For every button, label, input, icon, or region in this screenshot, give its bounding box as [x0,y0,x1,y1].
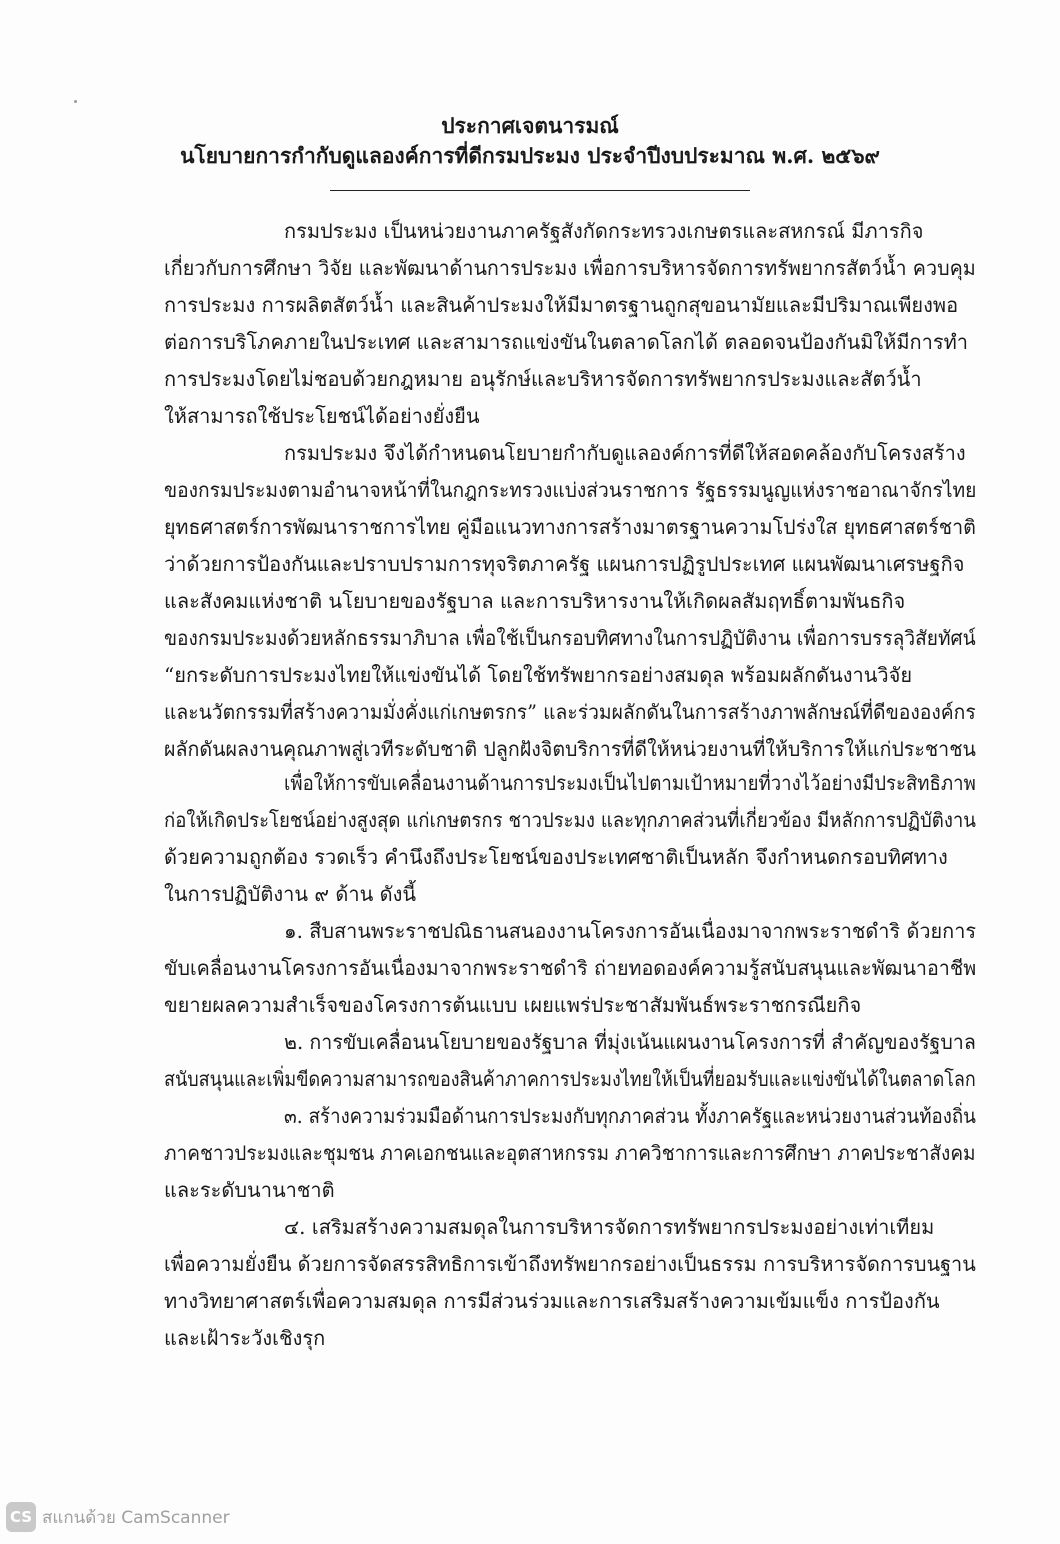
body-line: ของกรมประมงตามอำนาจหน้าที่ในกฎกระทรวงแบ่งส่วนราชการ รัฐธรรมนูญแห่งราชอาณาจักรไทย [164,478,977,502]
body-line: กรมประมง เป็นหน่วยงานภาครัฐสังกัดกระทรวงเกษตรและสหกรณ์ มีภารกิจ [284,219,924,243]
body-line: การประมงโดยไม่ชอบด้วยกฎหมาย อนุรักษ์และบริหารจัดการทรัพยากรประมงและสัตว์น้ำ [164,367,922,391]
body-line: และนวัตกรรมที่สร้างความมั่งคั่งแก่เกษตรกร” และร่วมผลักดันในการสร้างภาพลักษณ์ที่ดีขององค์กร [164,700,976,724]
list-item-line: สนับสนุนและเพิ่มขีดความสามารถของสินค้าภาคการประมงไทยให้เป็นที่ยอมรับและแข่งขันได้ในตลาดโลก [164,1067,976,1091]
camscanner-text: สแกนด้วย CamScanner [42,1507,230,1528]
body-line: ต่อการบริโภคภายในประเทศ และสามารถแข่งขันในตลาดโลกได้ ตลอดจนป้องกันมิให้มีการทำ [164,330,969,354]
document-title: ประกาศเจตนารมณ์ [441,113,619,138]
camscanner-watermark [6,1502,230,1532]
body-line: เกี่ยวกับการศึกษา วิจัย และพัฒนาด้านการประมง เพื่อการบริหารจัดการทรัพยากรสัตว์น้ำ ควบคุม [164,256,976,280]
body-line: การประมง การผลิตสัตว์น้ำ และสินค้าประมงให้มีมาตรฐานถูกสุขอนามัยและมีปริมาณเพียงพอ [164,293,959,317]
body-line: เพื่อให้การขับเคลื่อนงานด้านการประมงเป็นไปตามเป้าหมายที่วางไว้อย่างมีประสิทธิภาพ [284,771,976,795]
list-item-line: และเฝ้าระวังเชิงรุก [164,1326,326,1350]
list-item-line: ขับเคลื่อนงานโครงการอันเนื่องมาจากพระราชดำริ ถ่ายทอดองค์ความรู้สนับสนุนและพัฒนาอาชีพ [164,956,977,980]
list-item-line: ขยายผลความสำเร็จของโครงการต้นแบบ เผยแพร่ประชาสัมพันธ์พระราชกรณียกิจ [164,993,862,1017]
body-line: ยุทธศาสตร์การพัฒนาราชการไทย คู่มือแนวทางการสร้างมาตรฐานความโปร่งใส ยุทธศาสตร์ชาติ [164,515,976,539]
body-line: ในการปฏิบัติงาน ๙ ด้าน ดังนี้ [164,882,417,906]
body-line: ก่อให้เกิดประโยชน์อย่างสูงสุด แก่เกษตรกร ชาวประมง และทุกภาคส่วนที่เกี่ยวข้อง มีหลักการปฏิบัติงาน [164,808,976,832]
body-line: ให้สามารถใช้ประโยชน์ได้อย่างยั่งยืน [164,404,480,428]
list-item-line: ทางวิทยาศาสตร์เพื่อความสมดุล การมีส่วนร่วมและการเสริมสร้างความเข้มแข็ง การป้องกัน [164,1289,940,1313]
list-item-line: เพื่อความยั่งยืน ด้วยการจัดสรรสิทธิการเข้าถึงทรัพยากรอย่างเป็นธรรม การบริหารจัดการบนฐาน [164,1252,976,1276]
list-item-line: ๑. สืบสานพระราชปณิธานสนองงานโครงการอันเนื่องมาจากพระราชดำริ ด้วยการ [284,919,977,943]
list-item-line: และระดับนานาชาติ [164,1178,335,1202]
body-line: ด้วยความถูกต้อง รวดเร็ว คำนึงถึงประโยชน์ของประเทศชาติเป็นหลัก จึงกำหนดกรอบทิศทาง [164,845,948,869]
list-item-line: ๓. สร้างความร่วมมือด้านการประมงกับทุกภาคส่วน ทั้งภาครัฐและหน่วยงานส่วนท้องถิ่น [284,1104,976,1128]
body-line: “ยกระดับการประมงไทยให้แข่งขันได้ โดยใช้ทรัพยากรอย่างสมดุล พร้อมผลักดันงานวิจัย [164,663,913,687]
document-subtitle: นโยบายการกำกับดูแลองค์การที่ดีกรมประมง ประจำปีงบประมาณ พ.ศ. ๒๕๖๙ [180,143,880,168]
camscanner-logo-icon: CS [6,1502,36,1532]
body-line: ผลักดันผลงานคุณภาพสู่เวทีระดับชาติ ปลูกฝังจิตบริการที่ดีให้หน่วยงานที่ให้บริการให้แก่ประชาชน [164,737,976,761]
scan-speck [74,100,77,103]
list-item-line: ภาคชาวประมงและชุมชน ภาคเอกชนและอุตสาหกรรม ภาควิชาการและการศึกษา ภาคประชาสังคม [164,1141,976,1165]
body-line: ว่าด้วยการป้องกันและปราบปรามการทุจริตภาครัฐ แผนการปฏิรูปประเทศ แผนพัฒนาเศรษฐกิจ [164,552,965,576]
list-item-line: ๔. เสริมสร้างความสมดุลในการบริหารจัดการทรัพยากรประมงอย่างเท่าเทียม [284,1215,935,1239]
body-line: ของกรมประมงด้วยหลักธรรมาภิบาล เพื่อใช้เป็นกรอบทิศทางในการปฏิบัติงาน เพื่อการบรรลุวิสัยทัศน์ [164,626,976,650]
title-divider [330,190,750,191]
body-line: และสังคมแห่งชาติ นโยบายของรัฐบาล และการบริหารงานให้เกิดผลสัมฤทธิ์ตามพันธกิจ [164,589,906,613]
list-item-line: ๒. การขับเคลื่อนนโยบายของรัฐบาล ที่มุ่งเน้นแผนงานโครงการที่ สำคัญของรัฐบาล [284,1030,976,1054]
body-line: กรมประมง จึงได้กำหนดนโยบายกำกับดูแลองค์การที่ดีให้สอดคล้องกับโครงสร้าง [284,441,966,465]
